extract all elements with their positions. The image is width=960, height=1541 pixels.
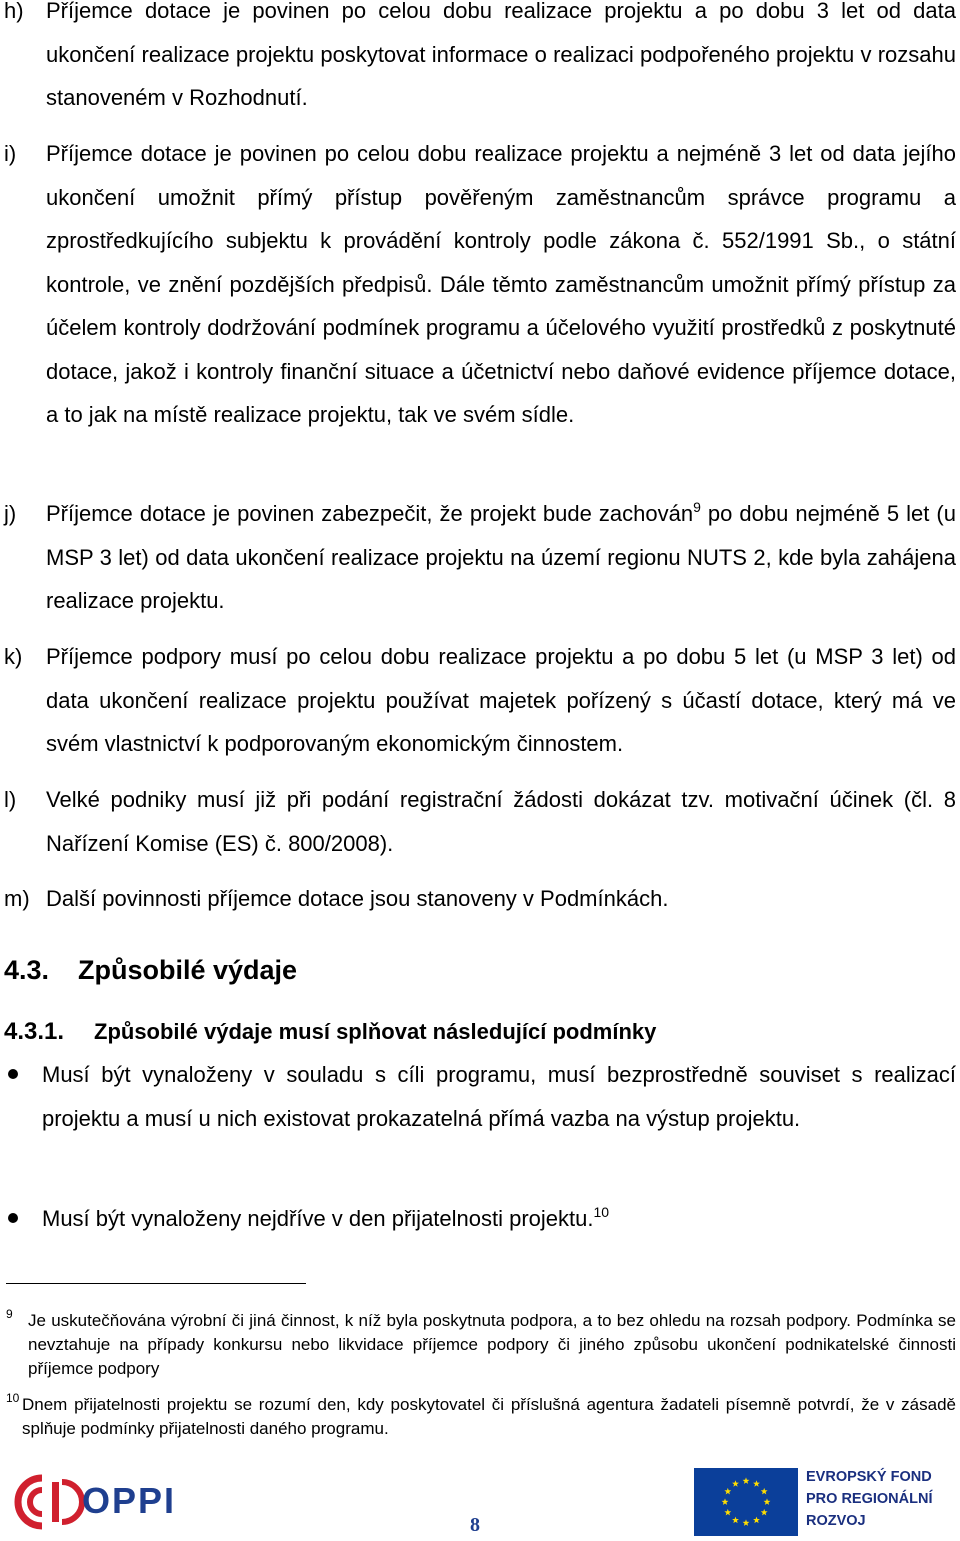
- list-label: l): [4, 787, 17, 812]
- section-number: 4.3.: [4, 955, 50, 985]
- page-footer: [0, 1462, 960, 1541]
- footnote-text: Dnem přijatelnosti projektu se rozumí den, kdy poskytovatel či příslušná agentura žadateli písemně potvrdí, že v zásadě splňuje podmínky přijatelnosti daného programu.: [22, 1395, 956, 1438]
- bullet-item: [0, 1197, 956, 1241]
- footnote-ref: 10: [593, 1204, 610, 1220]
- list-label: i): [4, 141, 17, 166]
- section-title: Způsobilé výdaje: [78, 955, 298, 985]
- text-part: po dobu nejméně 5 let (u MSP 3 let) od data ukončení realizace projektu na území regionu NUTS 2, kde byla zahájena realizace projektu.: [46, 501, 956, 613]
- list-label: k): [4, 644, 23, 669]
- footnote-text: Je uskutečňována výrobní či jiná činnost, k níž byla poskytnuta podpora, a to bez ohledu na rozsah podpory. Podmínka se nevztahuje na případy konkursu nebo likvidace příjemce podpory či jiného způsobu ukončení podnikatelské činnosti příjemce podpory: [28, 1311, 956, 1378]
- footnote: [6, 1309, 956, 1381]
- footnote: [6, 1393, 956, 1441]
- list-item-text: Další povinnosti příjemce dotace jsou stanoveny v Podmínkách.: [46, 886, 669, 911]
- footnote-number: 9: [6, 1307, 13, 1321]
- list-item-i: [0, 132, 956, 437]
- eu-text-line: EVROPSKÝ FOND: [806, 1469, 932, 1485]
- footnote-ref: 9: [693, 499, 701, 515]
- bullet-text: Musí být vynaloženy v souladu s cíli programu, musí bezprostředně souviset s realizací projektu a musí u nich existovat prokazatelná přímá vazba na výstup projektu.: [42, 1062, 956, 1131]
- bullet-dot: [8, 1069, 18, 1079]
- list-item-text: Velké podniky musí již při podání registrační žádosti dokázat tzv. motivační účinek (čl. 8 Nařízení Komise (ES) č. 800/2008).: [46, 787, 956, 856]
- list-label: m): [4, 886, 30, 911]
- list-item-m: [0, 877, 956, 921]
- bullet-text: [42, 1197, 956, 1241]
- bullet-dot: [8, 1213, 18, 1223]
- list-item-j: [0, 492, 956, 623]
- eu-flag-icon: [694, 1468, 798, 1536]
- footnote-number: 10: [6, 1391, 20, 1405]
- page-number: 8: [470, 1514, 480, 1536]
- subsection-title: Způsobilé výdaje musí splňovat následující podmínky: [94, 1019, 657, 1044]
- bullet-item: [0, 1053, 956, 1140]
- text-part: Musí být vynaloženy nejdříve v den přijatelnosti projektu.: [42, 1206, 594, 1231]
- eu-text-line: ROZVOJ: [806, 1513, 866, 1529]
- text-part: Příjemce dotace je povinen zabezpečit, že projekt bude zachován: [46, 501, 694, 526]
- list-label: j): [4, 501, 17, 526]
- list-item-k: [0, 635, 956, 766]
- list-item-text: [46, 492, 956, 623]
- list-item-text: Příjemce podpory musí po celou dobu realizace projektu a po dobu 5 let (u MSP 3 let) od data ukončení realizace projektu používat majetek pořízený s účastí dotace, který má ve svém vlastnictví k podporovaným ekonomickým činnostem.: [46, 644, 956, 756]
- subsection-number: 4.3.1.: [4, 1018, 65, 1045]
- section-heading: [4, 948, 297, 992]
- footnote-separator: [6, 1283, 306, 1284]
- oppi-logo-text: OPPI: [82, 1480, 177, 1521]
- list-item-text: Příjemce dotace je povinen po celou dobu realizace projektu a nejméně 3 let od data jejího ukončení umožnit přímý přístup pověřeným zaměstnancům správce programu a zprostředkujícího subjektu k provádění kontroly podle zákona č. 552/1991 Sb., o státní kontrole, ve znění pozdějších předpisů. Dále těmto zaměstnancům umožnit přímý přístup za účelem kontroly dodržování podmínek programu a účelového využití prostředků z poskytnuté dotace, jakož i kontroly finanční situace a účetnictví nebo daňové evidence příjemce dotace, a to jak na místě realizace projektu, tak ve svém sídle.: [46, 141, 956, 427]
- list-item-h: [0, 0, 956, 120]
- list-item-l: [0, 778, 956, 865]
- eu-fund-logo-text: [806, 1466, 958, 1532]
- list-item-text: Příjemce dotace je povinen po celou dobu realizace projektu a po dobu 3 let od data ukončení realizace projektu poskytovat informace o realizaci podpořeného projektu v rozsahu stanoveném v Rozhodnutí.: [46, 0, 956, 110]
- subsection-heading: [4, 1010, 656, 1054]
- eu-text-line: PRO REGIONÁLNÍ: [806, 1491, 933, 1507]
- list-label: h): [4, 0, 24, 23]
